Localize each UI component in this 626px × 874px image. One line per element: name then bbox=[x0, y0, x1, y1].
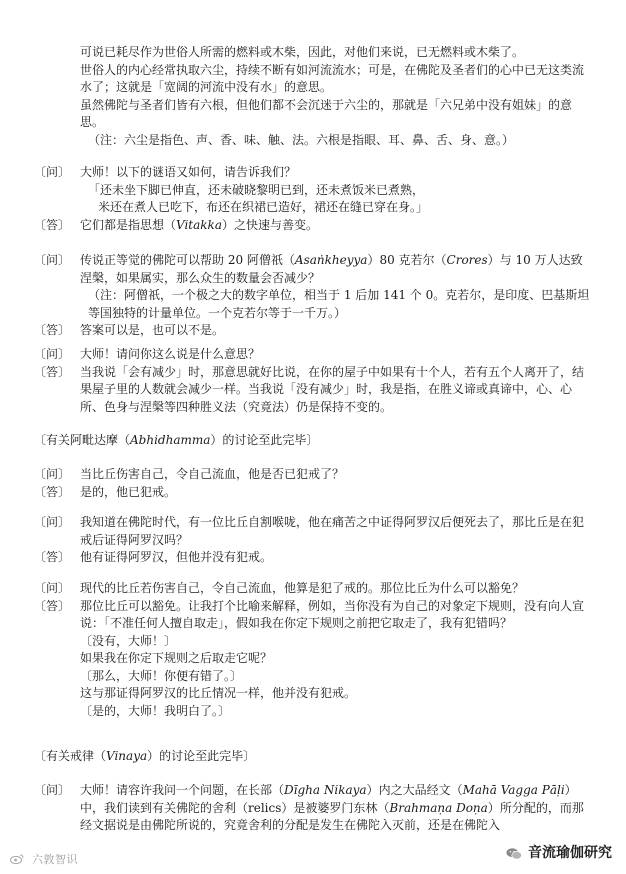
question bbox=[34, 164, 594, 217]
answer bbox=[34, 598, 594, 721]
answer-text: 是的，他已犯戒。 bbox=[80, 484, 177, 499]
question bbox=[34, 346, 594, 364]
pali-term: Mahā Vagga Pāḷi bbox=[462, 783, 565, 797]
watermark-left-text: 六敦智识 bbox=[32, 853, 78, 866]
dialogue-line: 〔是的，大师！我明白了。〕 bbox=[80, 703, 231, 718]
answer-tag: 〔答〕 bbox=[34, 484, 71, 499]
answer bbox=[34, 217, 594, 235]
section-text: ）的讨论至此完毕〕 bbox=[210, 433, 319, 447]
qa-riddle bbox=[34, 164, 594, 234]
question-text: 现代的比丘若伤害自己，令自己流血，他算是犯了戒的。那位比丘为什么可以豁免？ bbox=[80, 581, 525, 595]
question bbox=[34, 466, 594, 484]
qa-self-harm bbox=[34, 466, 594, 501]
riddle-line: 米还在煮人已吃下，布还在织裙已造好，裙还在缝已穿在身。」 bbox=[98, 200, 429, 214]
question-tag: 〔问〕 bbox=[34, 253, 71, 267]
question-note: （注：阿僧祇，一个极之大的数字单位，相当于 1 后加 141 个 0。克若尔，是印度、巴基斯坦等国独特的计量单位。一个克若尔等于一千万。） bbox=[88, 288, 590, 320]
pali-term: Dīgha Nikaya bbox=[284, 783, 367, 797]
pali-term: Vinaya bbox=[106, 749, 148, 763]
answer-text: 它们都是指思想（ bbox=[80, 217, 177, 232]
question-text: ）中，我们读到有关佛陀的舍利（relics）是被婆罗门东林（ bbox=[80, 783, 577, 815]
question-text: 当比丘伤害自己，令自己流血，他是否已犯戒了？ bbox=[80, 467, 345, 481]
section-text: 〔有关阿毗达摩（ bbox=[34, 433, 131, 447]
question-tag: 〔问〕 bbox=[34, 783, 71, 797]
answer-text: 当我说「会有减少」时，那意思就好比说，在你的屋子中如果有十个人，若有五个人离开了，结果屋子里的人数就会减少一样。当我说「没有减少」时，我是指，在胜义谛或真谛中，心、心所、色身与涅槃等四种胜义法（究竟法）仍是保持不变的。 bbox=[80, 364, 585, 414]
qa-meaning bbox=[34, 346, 594, 416]
intro-block bbox=[34, 44, 594, 149]
pali-term: Asaṅkheyya bbox=[294, 253, 368, 267]
question-tag: 〔问〕 bbox=[34, 467, 71, 481]
section-text: ）的讨论至此完毕〕 bbox=[147, 749, 256, 763]
answer-tag: 〔答〕 bbox=[34, 217, 71, 232]
pali-term: Vitakka bbox=[176, 217, 222, 232]
question-text: 我知道在佛陀时代，有一位比丘自割喉咙，他在痛苦之中证得阿罗汉后便死去了，那比丘是在犯戒后证得阿罗汉吗？ bbox=[80, 515, 585, 547]
answer bbox=[34, 322, 594, 340]
section-text: 〔有关戒律（ bbox=[34, 749, 107, 763]
dialogue-line: 〔那么，大师！你便有错了。〕 bbox=[80, 668, 243, 683]
watermark-right bbox=[506, 845, 612, 863]
answer bbox=[34, 484, 594, 502]
qa-nirvana-count bbox=[34, 252, 594, 340]
intro-line: 世俗人的内心经常执取六尘，持续不断有如河流流水；可是，在佛陀及圣者们的心中已无这类流水了；这就是「宽阔的河流中没有水」的意思。 bbox=[80, 62, 585, 94]
weibo-icon bbox=[10, 854, 24, 864]
answer-text: 答案可以是，也可以不是。 bbox=[80, 323, 225, 337]
answer-text: 那位比丘可以豁免。让我打个比喻来解释，例如，当你没有为自己的对象定下规则，没有向人宣说：「不准任何人擅自取走」，假如我在你定下规则之前把它取走了，我有犯错吗？ bbox=[80, 598, 585, 630]
question-tag: 〔问〕 bbox=[34, 165, 71, 179]
question bbox=[34, 514, 594, 549]
question-tag: 〔问〕 bbox=[34, 581, 71, 595]
section-end-abhidhamma bbox=[34, 432, 594, 450]
answer-tag: 〔答〕 bbox=[34, 364, 71, 379]
question bbox=[34, 580, 594, 598]
question-tag: 〔问〕 bbox=[34, 515, 71, 529]
dialogue-line: 〔没有，大师！〕 bbox=[80, 633, 177, 648]
answer-tag: 〔答〕 bbox=[34, 550, 71, 564]
pali-term: Brahmaṇa Doṇa bbox=[389, 800, 488, 815]
question-text: 传说正等觉的佛陀可以帮助 20 阿僧祇（ bbox=[80, 253, 295, 267]
answer-text: 他有证得阿罗汉，但他并没有犯戒。 bbox=[80, 550, 273, 564]
question-text: ）内之大品经文（ bbox=[366, 783, 463, 797]
qa-exemption bbox=[34, 580, 594, 720]
question bbox=[34, 782, 594, 835]
pali-term: Abhidhamma bbox=[130, 433, 211, 447]
answer bbox=[34, 549, 594, 567]
section-end-text bbox=[34, 748, 594, 766]
question-tag: 〔问〕 bbox=[34, 347, 71, 361]
riddle-line: 「还未坐下脚已伸直，还未破晓黎明已到，还未煮饭米已煮熟， bbox=[88, 182, 425, 197]
qa-relics bbox=[34, 782, 594, 835]
question-text: ）与 10 万人达致涅槃，如果属实，那么众生的数量会否减少？ bbox=[80, 253, 583, 285]
answer bbox=[34, 364, 594, 417]
dialogue-line: 这与那证得阿罗汉的比丘情况一样，他并没有犯戒。 bbox=[80, 686, 357, 700]
intro-note: （注：六尘是指色、声、香、味、触、法。六根是指眼、耳、鼻、舌、身、意。） bbox=[88, 132, 515, 147]
answer-text: ）之快速与善变。 bbox=[221, 217, 318, 232]
watermark-left bbox=[10, 851, 78, 869]
question bbox=[34, 252, 594, 322]
section-end-vinaya bbox=[34, 748, 594, 766]
answer-tag: 〔答〕 bbox=[34, 598, 71, 613]
section-end-text bbox=[34, 432, 594, 450]
question-text: ）所分配的，而那经文据说是由佛陀所说的，究竟舍利的分配是发生在佛陀入灭前，还是在佛陀入 bbox=[80, 800, 584, 832]
qa-arahant bbox=[34, 514, 594, 567]
dialogue-line: 如果我在你定下规则之后取走它呢？ bbox=[80, 651, 273, 665]
intro-line: 可说已耗尽作为世俗人所需的燃料或木柴，因此，对他们来说，已无燃料或木柴了。 bbox=[80, 45, 525, 59]
question-text: 大师！以下的谜语又如何，请告诉我们？ bbox=[80, 165, 297, 179]
question-text: 大师！请问你这么说是什么意思？ bbox=[80, 347, 261, 361]
question-text: ）80 克若尔（ bbox=[367, 253, 447, 267]
pali-term: Crores bbox=[446, 253, 488, 267]
intro-line: 虽然佛陀与圣者们皆有六根，但他们都不会沉迷于六尘的，那就是「六兄弟中没有姐妹」的意思。 bbox=[80, 97, 573, 129]
wechat-icon bbox=[506, 847, 522, 861]
answer-tag: 〔答〕 bbox=[34, 323, 71, 337]
watermark-right-text: 音流瑜伽研究 bbox=[528, 845, 612, 861]
question-text: 大师！请容许我问一个问题，在长部（ bbox=[80, 783, 285, 797]
